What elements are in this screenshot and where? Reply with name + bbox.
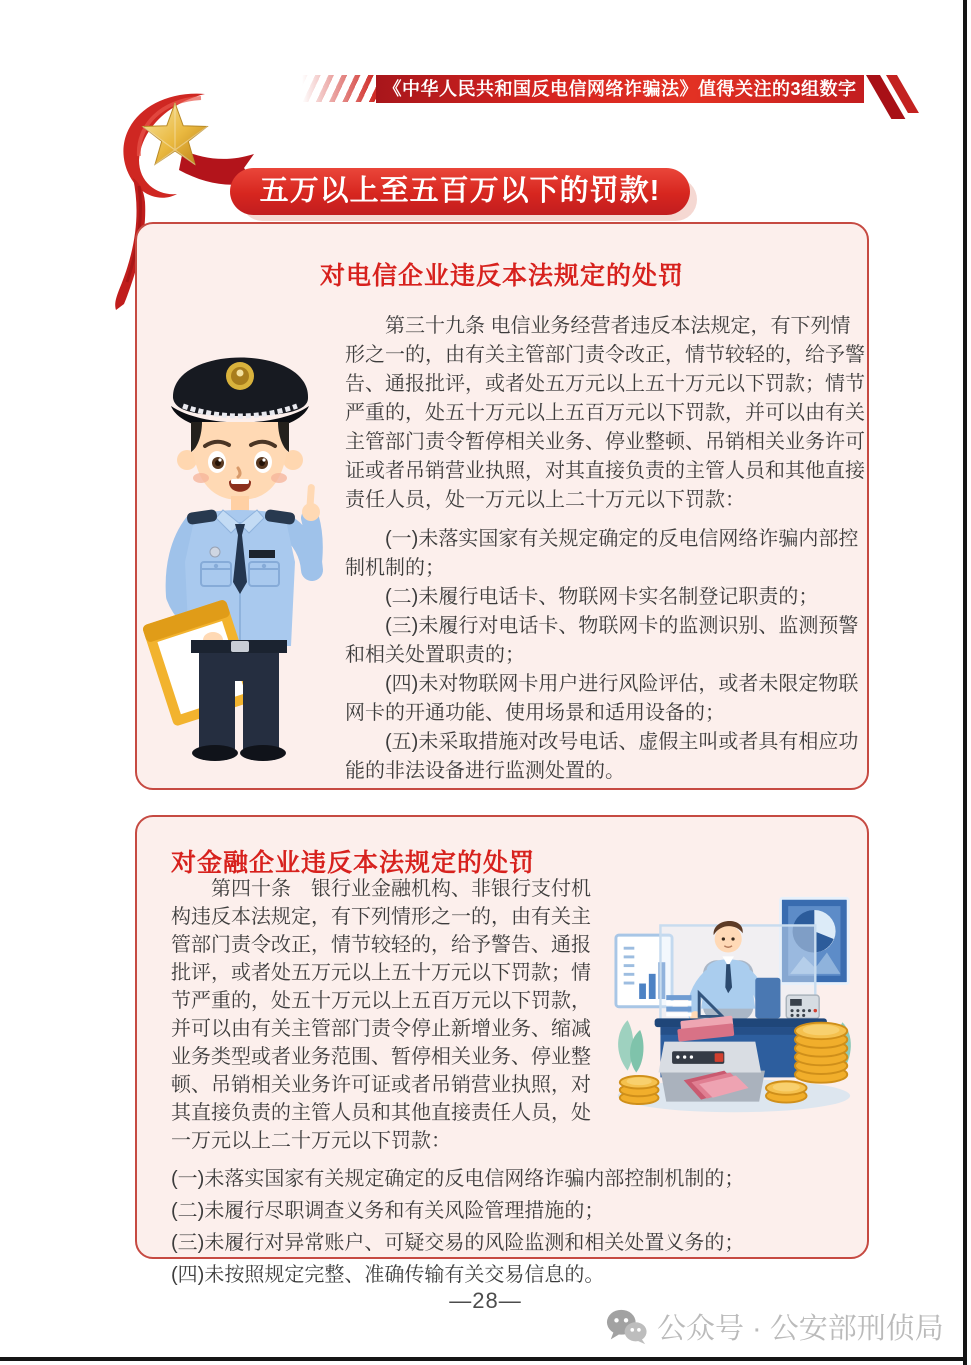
- telecom-panel-text: [345, 312, 866, 786]
- watermark: [606, 1306, 944, 1347]
- telecom-item-2: (二)未履行电话卡、物联网卡实名制登记职责的；: [385, 586, 819, 608]
- telecom-panel-title: 对电信企业违反本法规定的处罚: [319, 262, 684, 290]
- finance-paragraph: 第四十条 银行业金融机构、非银行支付机构违反本法规定，有下列情形之一的，由有关主管部门责令改正，情节较轻的，给予警告、通报批评，或者处五万元以上五十万元以下罚款；情节严重的，处五十万元以上五百万元以下罚款，并可以由有关主管部门责令停止新增业务、缩减业务类型或者业务范围、暂停相关业务、停业整顿、吊销相关业务许可证或者吊销营业执照，对其直接负责的主管人员和其他直接责任人员，处一万元以上二十万元以下罚款：: [171, 878, 591, 1152]
- telecom-item-1: (一)未落实国家有关规定确定的反电信网络诈骗内部控制机制的；: [345, 528, 859, 579]
- header-ribbon: [300, 70, 910, 130]
- finance-panel-text: [171, 875, 859, 1293]
- header-banner-title: 《中华人民共和国反电信网络诈骗法》值得关注的3组数字: [376, 75, 864, 103]
- bank-teller-illustration: [609, 879, 859, 1119]
- telecom-item-4: (四)未对物联网卡用户进行风险评估，或者未限定物联网卡的开通功能、使用场景和适用设备的；: [345, 673, 859, 724]
- telecom-paragraph: 第三十九条 电信业务经营者违反本法规定，有下列情形之一的，由有关主管部门责令改正，情节较轻的，给予警告、通报批评，或者处五万元以上五十万元以下罚款；情节严重的，处五十万元以上五百万元以下罚款，并可以由有关主管部门责令暂停相关业务、停业整顿、吊销相关业务许可证或者吊销营业执照，对其直接负责的主管人员和其他直接责任人员，处一万元以上二十万元以下罚款：: [345, 315, 865, 511]
- telecom-item-5: (五)未采取措施对改号电话、虚假主叫或者具有相应功能的非法设备进行监测处置的。: [345, 731, 859, 782]
- finance-item-3: (三)未履行对异常账户、可疑交易的风险监测和相关处置义务的；: [171, 1232, 745, 1254]
- police-officer-illustration: [143, 310, 339, 770]
- page-edge-bottom: [0, 1357, 967, 1361]
- section-headline-banner: 五万以上至五百万以下的罚款!: [230, 168, 690, 215]
- page-edge-right: [963, 0, 967, 1365]
- finance-item-1: (一)未落实国家有关规定确定的反电信网络诈骗内部控制机制的；: [171, 1168, 745, 1190]
- header-stripes-decoration: [302, 75, 378, 102]
- finance-item-2: (二)未履行尽职调查义务和有关风险管理措施的；: [171, 1200, 605, 1222]
- telecom-item-3: (三)未履行对电话卡、物联网卡的监测识别、监测预警和相关处置职责的；: [345, 615, 859, 666]
- finance-item-4: (四)未按照规定完整、准确传输有关交易信息的。: [171, 1264, 605, 1286]
- telecom-penalty-panel: [135, 222, 869, 790]
- watermark-text: 公众号 · 公安部刑侦局: [657, 1313, 944, 1345]
- wechat-icon: [606, 1308, 648, 1346]
- finance-penalty-panel: [135, 815, 869, 1286]
- page-number: —28—: [449, 1288, 522, 1313]
- finance-panel-title: 对金融企业违反本法规定的处罚: [171, 849, 536, 877]
